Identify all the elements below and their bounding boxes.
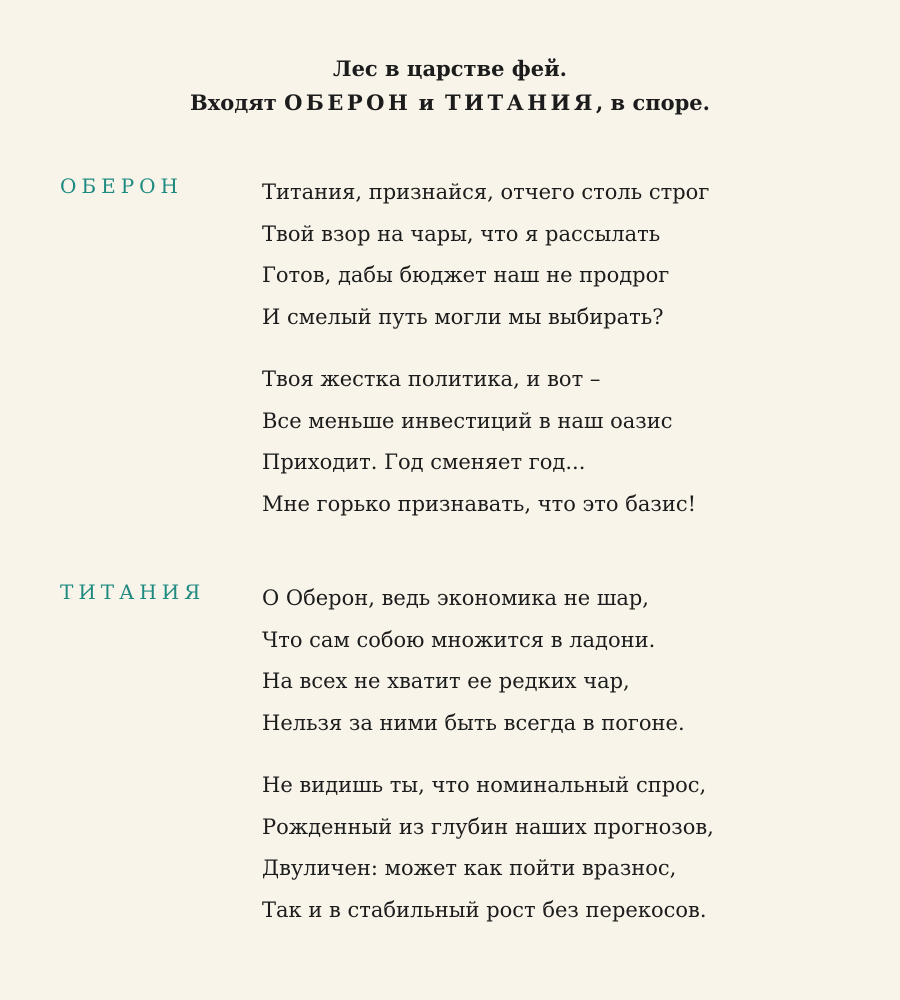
stanza	[262, 578, 714, 744]
entrance-and: и	[418, 90, 438, 115]
verse-line: Твоя жестка политика, и вот –	[262, 367, 601, 391]
verse-line: И смелый путь могли мы выбирать?	[262, 304, 664, 329]
entrance-name-oberon: ОБЕРОН	[284, 90, 412, 115]
verse-line: Что сам собою множится в ладони.	[262, 627, 656, 652]
verse-line: Нельзя за ними быть всегда в погоне.	[262, 710, 685, 735]
verse-line: Так и в стабильный рост без перекосов.	[262, 897, 707, 922]
verse-line: Двуличен: может как пойти вразнос,	[262, 856, 677, 880]
entrance-suffix: , в споре.	[595, 90, 710, 115]
verse-line: О Оберон, ведь экономика не шар,	[262, 586, 649, 610]
stage-direction	[0, 52, 900, 120]
verse-line: Не видишь ты, что номинальный спрос,	[262, 773, 707, 797]
entrance-prefix: Входят	[190, 90, 277, 115]
entrance-direction	[0, 86, 900, 120]
verse-line: Все меньше инвестиций в наш оазис	[262, 408, 673, 433]
speech-verses	[262, 578, 714, 952]
verse-line: Готов, дабы бюджет наш не продрог	[262, 263, 670, 287]
speaker-name: ТИТАНИЯ	[60, 580, 206, 604]
verse-line: Мне горько признавать, что это базис!	[262, 491, 697, 516]
speaker-name: ОБЕРОН	[60, 174, 183, 198]
verse-line: Твой взор на чары, что я рассылать	[262, 221, 661, 246]
stanza	[262, 172, 709, 338]
stanza	[262, 765, 714, 931]
speech-verses	[262, 172, 709, 546]
verse-line: Титания, признайся, отчего столь строг	[262, 180, 710, 204]
verse-line: На всех не хватит ее редких чар,	[262, 669, 630, 693]
verse-line: Рожденный из глубин наших прогнозов,	[262, 814, 714, 839]
entrance-name-titania: ТИТАНИЯ	[445, 90, 596, 115]
scene-setting: Лес в царстве фей.	[333, 56, 567, 81]
verse-line: Приходит. Год сменяет год...	[262, 450, 586, 474]
stanza	[262, 359, 709, 525]
